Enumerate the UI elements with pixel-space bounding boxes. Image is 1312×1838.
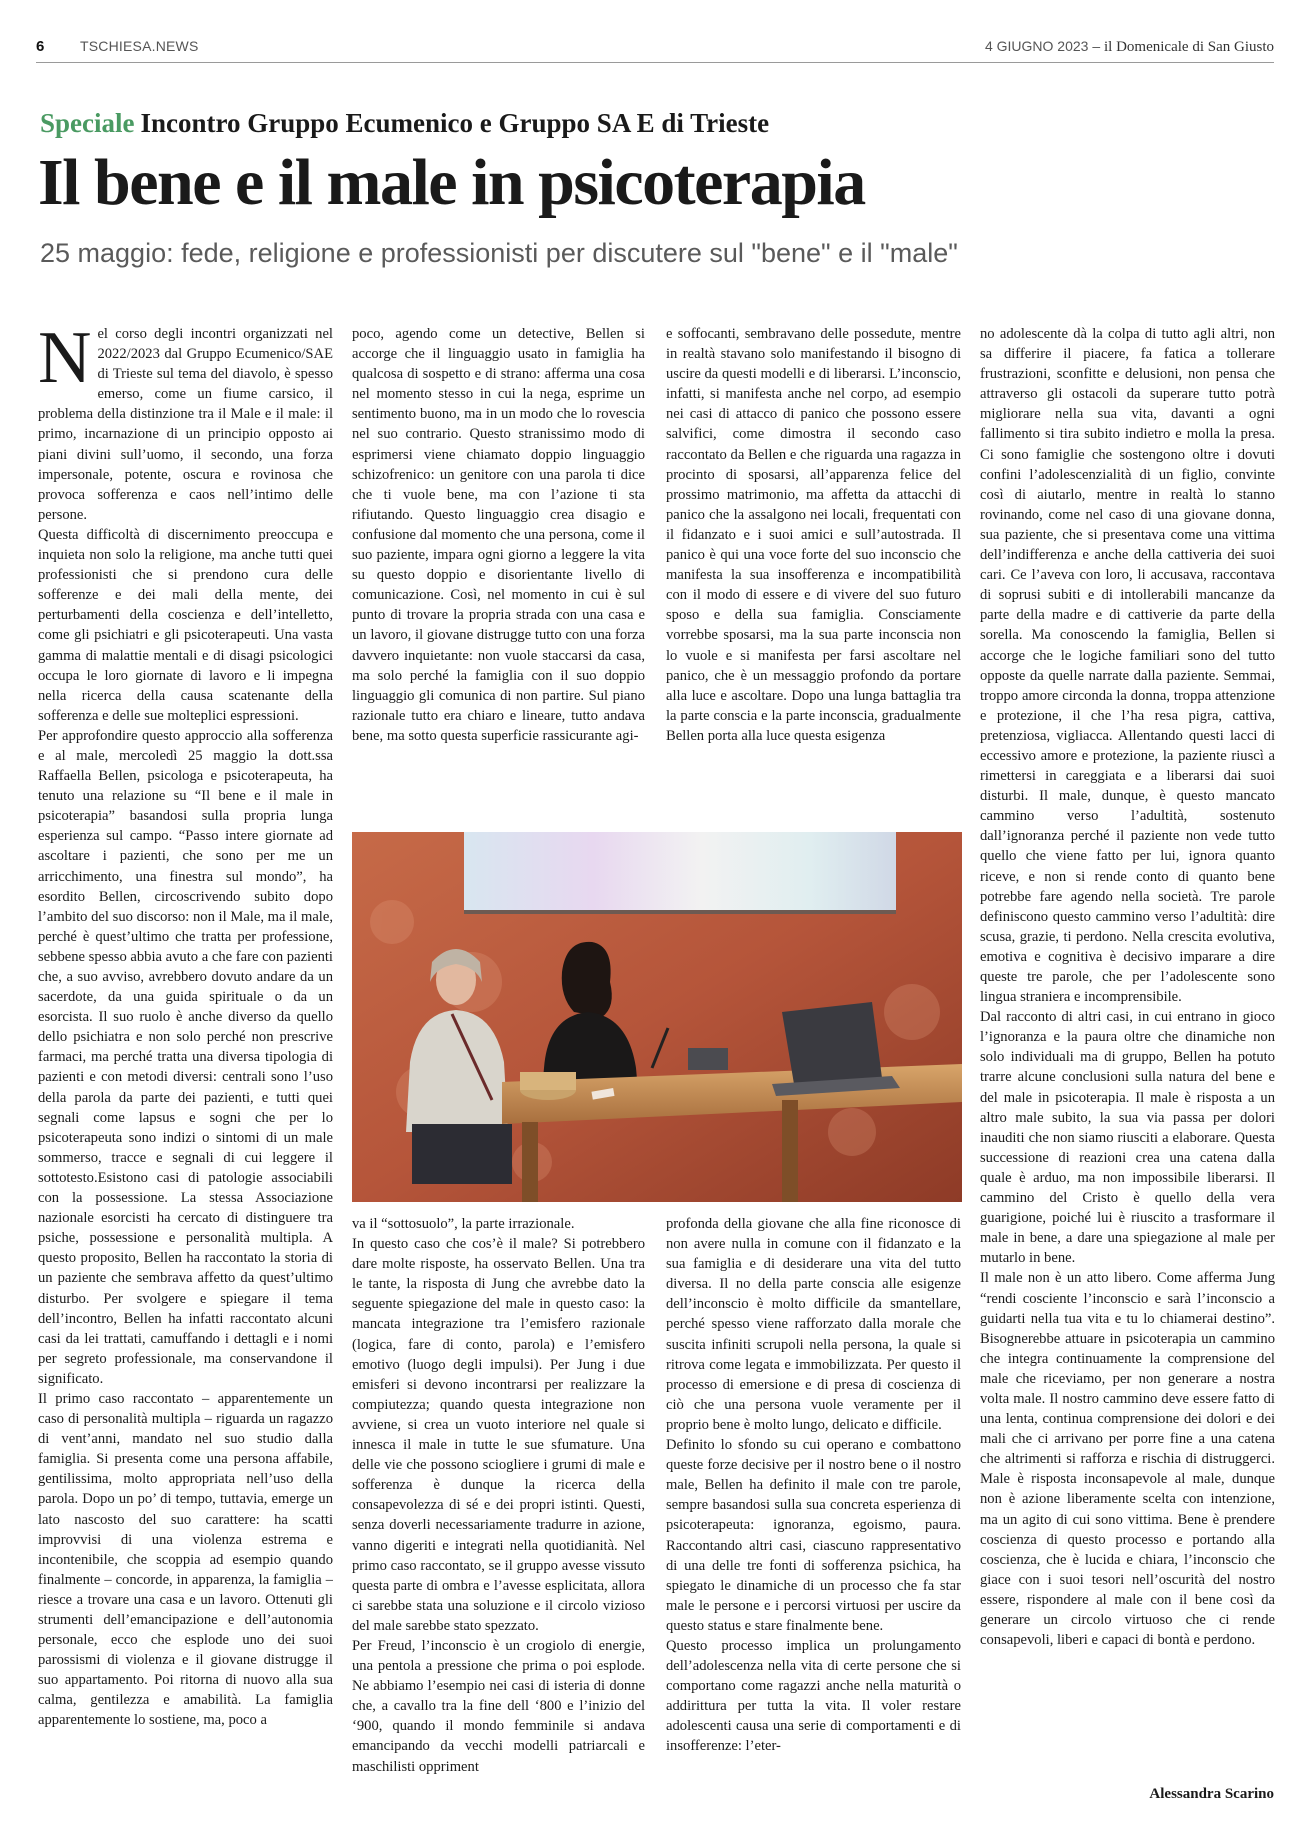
paper-name: il Domenicale di San Giusto bbox=[1104, 39, 1274, 55]
paragraph: Definito lo sfondo su cui operano e combattono queste forze decisive per il nostro bene o il nostro male, Bellen ha definito il male con tre parole, sempre basandosi sulla sua concreta esperienza di psicoterapeuta: ignoranza, egoismo, paura. Raccontando altri casi, ciascuno rappresentativo di una delle tre fonti di sofferenza psichica, ha spiegato le dinamiche di un processo che fa star male le persone e i percorsi virtuosi per uscire da questo status e stare finalmente bene. bbox=[666, 1437, 961, 1634]
paragraph: Questo processo implica un prolungamento dell’adolescenza nella vita di certe persone che si comportano come ragazzi anche nella maturità o addirittura per tutta la vita. Il voler restare adolescenti causa una serie di comportamenti e di insofferenze: l’eter- bbox=[666, 1637, 961, 1755]
paragraph: Per Freud, l’inconscio è un crogiolo di energie, una pentola a pressione che prima o poi esplode. Ne abbiamo l’esempio nei casi di isteria di donne che, a cavallo tra la fine dell ‘800 e l’inizio del ‘900, quando il mondo femminile si andava emancipando da vecchi modelli patriarcali e maschilisti oppriment bbox=[352, 1637, 645, 1775]
text-column-4 bbox=[980, 324, 1275, 1784]
text-column-2-top bbox=[352, 324, 645, 804]
paragraph: poco, agendo come un detective, Bellen si accorge che il linguaggio usato in famiglia ha qualcosa di sospetto e di strano: afferma una cosa nel momento stesso in cui la nega, esprime un sentimento buono, ma in un modo che lo rovescia nel suo contrario. Questo stranissimo modo di esprimersi viene chiamato doppio linguaggio schizofrenico: un genitore con una parola ti dice che ti vuole bene, ma con l’azione ti sta rifiutando. Questo linguaggio crea disagio e confusione dal momento che una persona, come il suo paziente, impara ogni giorno a leggere la vita su questo doppio e disorientante livello di comunicazione. Così, nel momento in cui è sul punto di trovare la propria strada con una casa e un lavoro, il giovane distrugge tutto con una forza davvero inquietante: non vuole staccarsi da casa, ma solo perché la famiglia con il suo doppio linguaggio gli comunica di non partire. Sul piano razionale tutto era chiaro e lineare, tutto andava bene, ma sotto questa superficie rassicurante agi- bbox=[352, 326, 645, 744]
paragraph: va il “sottosuolo”, la parte irrazionale. bbox=[352, 1216, 575, 1232]
page-number: 6 bbox=[36, 38, 45, 55]
paragraph: Il primo caso raccontato – apparentemente un caso di personalità multipla – riguarda un ragazzo di vent’anni, mandato nel suo studio dalla famiglia. Si presenta come una persona affabile, gentilissima, molto appropriata nell’uso della parola. Dopo un po’ di tempo, tuttavia, emerge un lato nascosto del suo carattere: ha scatti improvvisi di una violenza estrema e incontenibile, che scoppia ad esempio quando finalmente – concorde, in apparenza, la famiglia – riesce a trovare una casa e un lavoro. Ottenuti gli strumenti dell’emancipazione e dell’autonomia personale, ecco che esplode uno dei suoi parossismi di violenza e il giovane distrugge il suo appartamento. Poi ritorna di nuovo alla sua calma, gentilezza e amabilità. La famiglia apparentemente lo sostiene, ma, poco a bbox=[38, 1390, 333, 1729]
paragraph: Il male non è un atto libero. Come afferma Jung “rendi cosciente l’inconscio e sarà l’inconscio a guidarti nella tua vita e tu lo chiamerai destino”. Bisognerebbe attuare in psicoterapia un cammino che integra continuamente la comprensione del male che riceviamo, per non generare a nostra volta male. Il nostro cammino deve essere fatto di una lenta, continua comprensione dei dolori e dei mali che ci arrivano per porre fine a una catena che altrimenti si rafforza e rischia di distruggerci. Male è risposta inconsapevole al male, dunque non è azione liberamente scelta con intenzione, ma un agito di cui sono vittima. Bene è prendere coscienza di questo processo e portando alla coscienza, che è lucida e chiara, l’inconscio che giace con i suoi tesori nell’oscurità del nostro essere, rispondere al male con il bene così da generare un circolo virtuoso che ci rende consapevoli, liberi e capaci di bontà e perdono. bbox=[980, 1270, 1275, 1649]
article-photo bbox=[352, 832, 962, 1202]
paragraph: In questo caso che cos’è il male? Si potrebbero dare molte risposte, ha osservato Bellen. Una tra le tante, la risposta di Jung che avrebbe dato la seguente spiegazione del male in questo caso: la mancata integrazione tra l’emisfero razionale (logica, fare di conto, parola) e l’emisfero emotivo (luogo degli impulsi). Per Jung i due emisferi si devono incontrarsi per realizzare la compiutezza; quando questa integrazione non avviene, si crea un vuoto interiore nel quale si innesca il male in tutte le sue sfumature. Una delle vie che possono sciogliere i grumi di male e sofferenza è dunque la ricerca della consapevolezza di sé e dei propri istinti. Questi, senza doverli necessariamente tradurre in azione, vanno digeriti e integrati nella quotidianità. Nel primo caso raccontato, se il gruppo avesse vissuto questa parte di ombra e l’avesse esplicitata, allora ci sarebbe stata una soluzione e il circolo vizioso del male sarebbe stato spezzato. bbox=[352, 1236, 645, 1634]
paragraph: e soffocanti, sembravano delle possedute, mentre in realtà stavano solo manifestando il bisogno di uscire da questi modelli e di liberarsi. L’inconscio, infatti, si manifesta anche nel corpo, ad esempio nei casi di attacco di panico che possono essere salvifici, come dimostra il secondo caso raccontato da Bellen e che riguarda una ragazza in procinto di sposarsi, all’apparenza felice del prossimo matrimonio, ma affetta da attacchi di panico che la assalgono nei locali, frequentati con il fidanzato e i suoi amici e sull’autostrada. Il panico è qui una voce forte del suo inconscio che manifesta la sua insofferenza e incompatibilità con il modo di essere e di vivere del suo futuro sposo e della sua famiglia. Consciamente vorrebbe sposarsi, ma la sua parte inconscia non lo vuole e si manifesta per farsi ascoltare nel panico, che è un messaggio profondo da portare alla luce e ascoltare. Dopo una lunga battaglia tra la parte conscia e la parte inconscia, gradualmente Bellen porta alla luce questa esigenza bbox=[666, 326, 961, 744]
header-right bbox=[985, 38, 1274, 56]
issue-date: 4 GIUGNO 2023 bbox=[984, 38, 1089, 54]
paragraph: Per approfondire questo approccio alla sofferenza e al male, mercoledì 25 maggio la dott.ssa Raffaella Bellen, psicologa e psicoterapeuta, ha tenuto una relazione su “Il bene e il male in psicoterapia” basandosi sulla propria lunga esperienza sul campo. “Passo intere giornate ad ascoltare i pazienti, che sono per me un arricchimento, una finestra sul mondo”, ha esordito Bellen, circoscrivendo subito dopo l’ambito del suo discorso: non il Male, ma il male, perché è quest’ultimo che tratta per professione, sebbene spesso abbia avuto a che fare con pazienti che, a suo avviso, avrebbero dovuto andare da un sacerdote, da una guida spirituale o da un esorcista. Il suo ruolo è anche diverso da quello dello psichiatra e non solo perché non prescrive farmaci, ma perché tratta una diversa tipologia di pazienti e con metodi diversi: centrali sono l’uso della parola da parte dei pazienti, e tutti quei segnali come lapsus e sogni che per lo psicoterapeuta sono indizi o sintomi di un male sommerso, tracce e segnali di cui leggere il sottotesto.Esistono casi di patologie associabili con la possessione. La stessa Associazione nazionale esorcisti ha cercato di distinguere tra psiche, possessione e personalità multipla. A questo proposito, Bellen ha raccontato la storia di un paziente che sembrava affetto da quest’ultimo disturbo. Per svolgere e spiegare il tema dell’incontro, Bellen ha infatti raccontato alcuni casi da lei trattati, camuffando i dettagli e i nomi per segreto professionale, ma conservandone il significato. bbox=[38, 727, 333, 1387]
article-title: Il bene e il male in psicoterapia bbox=[38, 146, 865, 219]
kicker-text: Incontro Gruppo Ecumenico e Gruppo SA E di Trieste bbox=[140, 108, 770, 138]
kicker-special: Speciale bbox=[40, 108, 135, 138]
header-separator: – bbox=[1092, 38, 1101, 54]
text-column-1 bbox=[38, 324, 333, 1802]
author-byline: Alessandra Scarino bbox=[1149, 1786, 1274, 1802]
site-name: TSCHIESA.NEWS bbox=[80, 38, 199, 54]
text-column-3-bottom bbox=[666, 1214, 961, 1802]
article-subtitle: 25 maggio: fede, religione e professionisti per discutere sul "bene" e il "male" bbox=[40, 238, 958, 268]
text-column-2-bottom bbox=[352, 1214, 645, 1802]
paragraph: Dal racconto di altri casi, in cui entrano in gioco l’ignoranza e la paura oltre che dinamiche non solo individuali ma di gruppo, Bellen ha potuto trarre alcune conclusioni sulla natura del bene e del male in psicoterapia. Il male è risposta a un altro male subito, la sua via passa per dolori inauditi che non siamo riusciti a elaborare. Questa successione di reazioni crea una catena dalla quale è arduo, ma non impossibile liberarsi. Il cammino del Cristo è quello della vera guarigione, poiché lui è riuscito a trasformare il male in bene, a dare una spiegazione al male per mutarlo in bene. bbox=[980, 1009, 1275, 1267]
text-column-3-top bbox=[666, 324, 961, 804]
article-kicker bbox=[40, 108, 769, 139]
paragraph: profonda della giovane che alla fine riconosce di non avere nulla in comune con il fidanzato e la sua famiglia e di desiderare una vita del tutto diversa. Il no della parte conscia alle esigenze dell’inconscio è molto difficile da smantellare, perché spesso viene rafforzato dalla morale che suscita infiniti scrupoli nella persona, la quale si ritrova come legata e immobilizzata. Per questo il processo di emersione e di presa di coscienza di ciò che una persona vuole veramente per il proprio bene è molto lungo, delicato e difficile. bbox=[666, 1216, 961, 1433]
page-header bbox=[36, 36, 1274, 63]
paragraph: el corso degli incontri organizzati nel 2022/2023 dal Gruppo Ecumenico/SAE di Trieste sul tema del diavolo, è spesso emerso, come un fiume carsico, il problema della distinzione tra il Male e il male: il primo, incarnazione di un principio opposto ai piani divini sull’uomo, il secondo, una forza impersonale, potente, oscura e rovinosa che provoca sofferenza e caos nell’intimo delle persone. bbox=[38, 326, 333, 523]
paragraph: no adolescente dà la colpa di tutto agli altri, non sa differire il piacere, fa fatica a tollerare frustrazioni, sconfitte e delusioni, non pensa che attraverso gli ostacoli da superare tutto potrà migliorare nella sua vita, davanti a ogni fallimento si tira subito indietro e molla la presa. Ci sono famiglie che sostengono oltre i dovuti confini l’adolescenzialità di un figlio, convinte così di aiutarlo, mentre in realtà lo stanno rovinando, come nel caso di una giovane donna, sua paziente, che si presentava come una vittima dell’indifferenza e anche della cattiveria dei suoi cari. Ce l’aveva con loro, li accusava, raccontava di soprusi subiti e di intollerabili mancanze da parte della madre e di cattiverie da parte della sorella. Ma conoscendo la famiglia, Bellen si accorge che le logiche familiari sono del tutto opposte da quelle narrate dalla paziente. Semmai, troppo amore circonda la donna, troppa attenzione e protezione, il che l’ha resa pigra, cattiva, pretenziosa, vigliacca. Allentando questi lacci di eccessivo amore e protezione, la paziente riuscì a rimettersi in careggiata e a liberarsi dai suoi disturbi. Il male, dunque, è questo mancato cammino verso l’adultità, sostenuto dall’ignoranza perché il paziente non vede tutto quello che viene fatto per lui, ignora quanto riceve, e non si rende conto di quanto bene potrebbe fare agendo nella società. Tre parole definiscono questo cammino verso l’adultità: dire scusa, grazie, ti perdono. Nella crescita evolutiva, emotiva e cognitiva è decisivo imparare a dire queste tre parole, che per l’adolescente sono lingua straniera e incomprensibile. bbox=[980, 326, 1275, 1006]
paragraph: Questa difficoltà di discernimento preoccupa e inquieta non solo la religione, ma anche tutti quei professionisti che si prendono cura delle sofferenze e dei mali della mente, dei perturbamenti della coscienza e dell’intelletto, come gli psichiatri e gli psicoterapeuti. Una vasta gamma di malattie mentali e di disagi psicologici occupa le loro giornate di lavoro e li impegna nella ricerca della causa scatenante della sofferenza e delle sue molteplici espressioni. bbox=[38, 526, 333, 724]
drop-cap: N bbox=[38, 324, 92, 399]
